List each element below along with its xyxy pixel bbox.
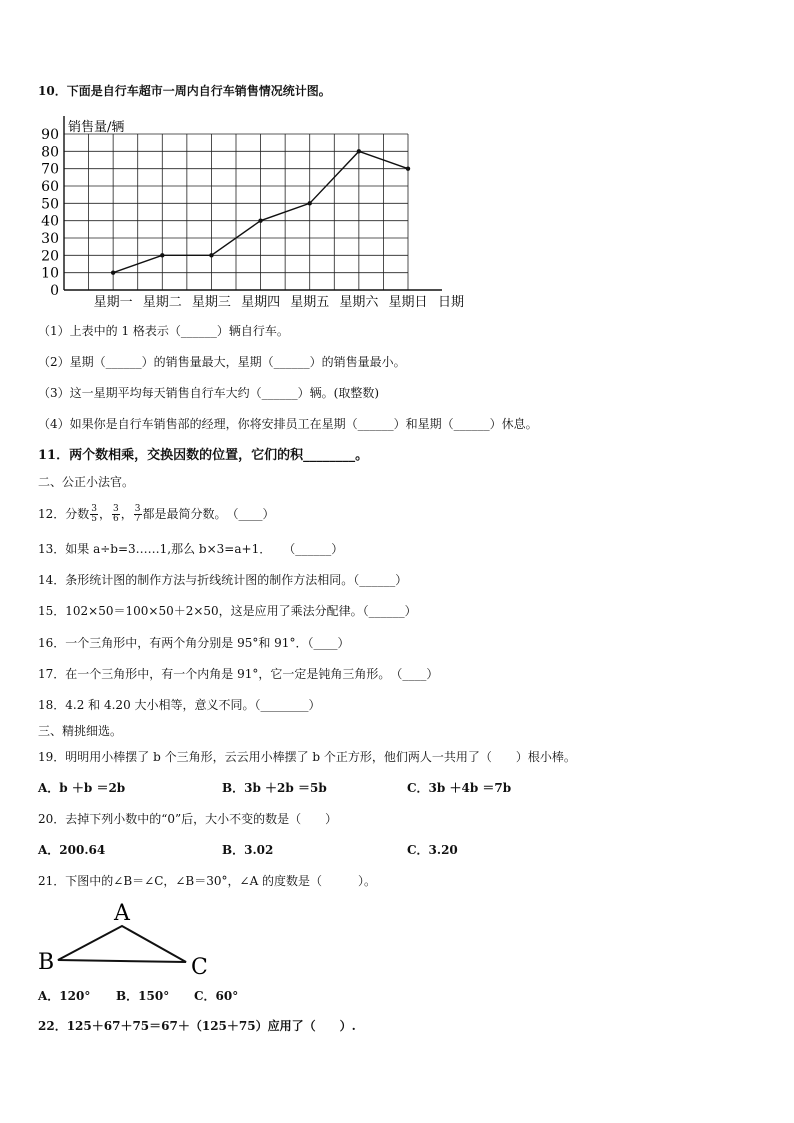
q20-option-c: C．3.20: [407, 843, 458, 857]
q10-sub2: （2）星期（______）的销售量最大，星期（______）的销售量最小。: [38, 355, 406, 369]
triangle-abc-figure: [36, 898, 226, 980]
q14: 14．条形统计图的制作方法与折线统计图的制作方法相同。（______）: [38, 573, 408, 587]
q18: 18．4.2 和 4.20 大小相等，意义不同。（________）: [38, 698, 321, 712]
q19-option-c: C．3b ＋4b ＝7b: [407, 781, 512, 795]
x-tick-label: 星期六: [339, 295, 379, 310]
y-tick-label: 50: [41, 196, 59, 213]
q10-title: 10．下面是自行车超市一周内自行车销售情况统计图。: [38, 84, 331, 98]
q10-sub1: （1）上表中的 1 格表示（______）辆自行车。: [38, 324, 289, 338]
q10-sub3: （3）这一星期平均每天销售自行车大约（______）辆。(取整数): [38, 386, 380, 400]
q12-suffix: 都是最简分数。 （____）: [142, 507, 275, 521]
chart-y-axis-label: 销售量/辆: [68, 120, 125, 135]
q21-option-c: C．60°: [194, 989, 239, 1003]
triangle-shape: [58, 926, 186, 962]
y-tick-label: 10: [41, 265, 59, 282]
data-point: [111, 270, 115, 274]
q20-option-a: A．200.64: [38, 843, 106, 857]
section-2-heading: 二、公正小法官。: [38, 475, 135, 489]
q19-option-b: B．3b ＋2b ＝5b: [222, 781, 327, 795]
data-point: [406, 166, 410, 170]
sales-line-chart: [36, 110, 476, 310]
q22: 22．125＋67＋75＝67＋（125＋75）应用了（ ）.: [38, 1019, 356, 1033]
data-point: [258, 218, 262, 222]
q13: 13．如果 a÷b=3……1,那么 b×3=a+1． （______）: [38, 542, 344, 556]
x-tick-label: 星期四: [241, 295, 281, 310]
q21: 21．下图中的∠B＝∠C，∠B＝30°，∠A 的度数是（ ）。: [38, 874, 377, 888]
fraction-3-7: $\frac{3}{7}$: [134, 504, 141, 524]
q19-option-a: A．b ＋b ＝2b: [38, 781, 126, 795]
q19: 19．明明用小棒摆了 b 个三角形，云云用小棒摆了 b 个正方形，他们两人一共用了（ ）根小棒。: [38, 750, 576, 764]
y-tick-label: 0: [50, 283, 59, 299]
y-tick-label: 60: [41, 179, 59, 195]
vertex-label-a: A: [114, 901, 130, 926]
q20-option-b: B．3.02: [222, 843, 274, 857]
q17: 17．在一个三角形中，有一个内角是 91°，它一定是钝角三角形。 （____）: [38, 667, 439, 681]
q11: 11．两个数相乘，交换因数的位置，它们的积________。: [38, 448, 369, 463]
chart-grid-vertical: [64, 134, 408, 290]
fraction-3-5: $\frac{3}{5}$: [91, 504, 98, 524]
data-point: [308, 201, 312, 205]
x-tick-label: 星期二: [142, 295, 182, 310]
y-tick-label: 90: [41, 127, 59, 143]
x-tick-label: 星期日: [388, 295, 428, 310]
q21-option-a: A．120°: [38, 989, 91, 1003]
fraction-3-6: $\frac{3}{6}$: [113, 504, 119, 524]
vertex-label-c: C: [191, 955, 208, 980]
q12-prefix: 12．分数: [38, 507, 90, 521]
data-point: [160, 253, 164, 257]
q16: 16．一个三角形中，有两个角分别是 95°和 91°．（____）: [38, 636, 350, 650]
q21-option-b: B．150°: [116, 989, 170, 1003]
y-tick-label: 30: [41, 231, 59, 247]
y-tick-label: 70: [41, 161, 59, 178]
x-tick-label: 星期五: [290, 295, 330, 310]
data-point: [209, 253, 213, 257]
q20: 20．去掉下列小数中的“0”后，大小不变的数是（ ）: [38, 812, 338, 826]
y-tick-label: 80: [41, 144, 59, 161]
chart-x-ticks: [94, 295, 428, 310]
chart-y-ticks: [41, 127, 59, 299]
vertex-label-b: B: [38, 950, 55, 975]
chart-x-axis-label: 日期: [438, 295, 465, 310]
q12: 12．分数 $\frac{3}{5}$ ， $\frac{3}{6}$ ， $\frac{3}{7}$ 都是最简分数。 （____）: [38, 504, 275, 524]
y-tick-label: 40: [41, 213, 59, 230]
x-tick-label: 星期三: [191, 295, 231, 310]
y-tick-label: 20: [41, 248, 59, 265]
section-3-heading: 三、精挑细选。: [38, 724, 123, 738]
q10-sub4: （4）如果你是自行车销售部的经理，你将安排员工在星期（______）和星期（______）休息。: [38, 417, 538, 431]
data-point: [357, 149, 361, 153]
q15: 15．102×50＝100×50＋2×50，这是应用了乘法分配律。（______）: [38, 604, 417, 618]
x-tick-label: 星期一: [93, 295, 133, 310]
